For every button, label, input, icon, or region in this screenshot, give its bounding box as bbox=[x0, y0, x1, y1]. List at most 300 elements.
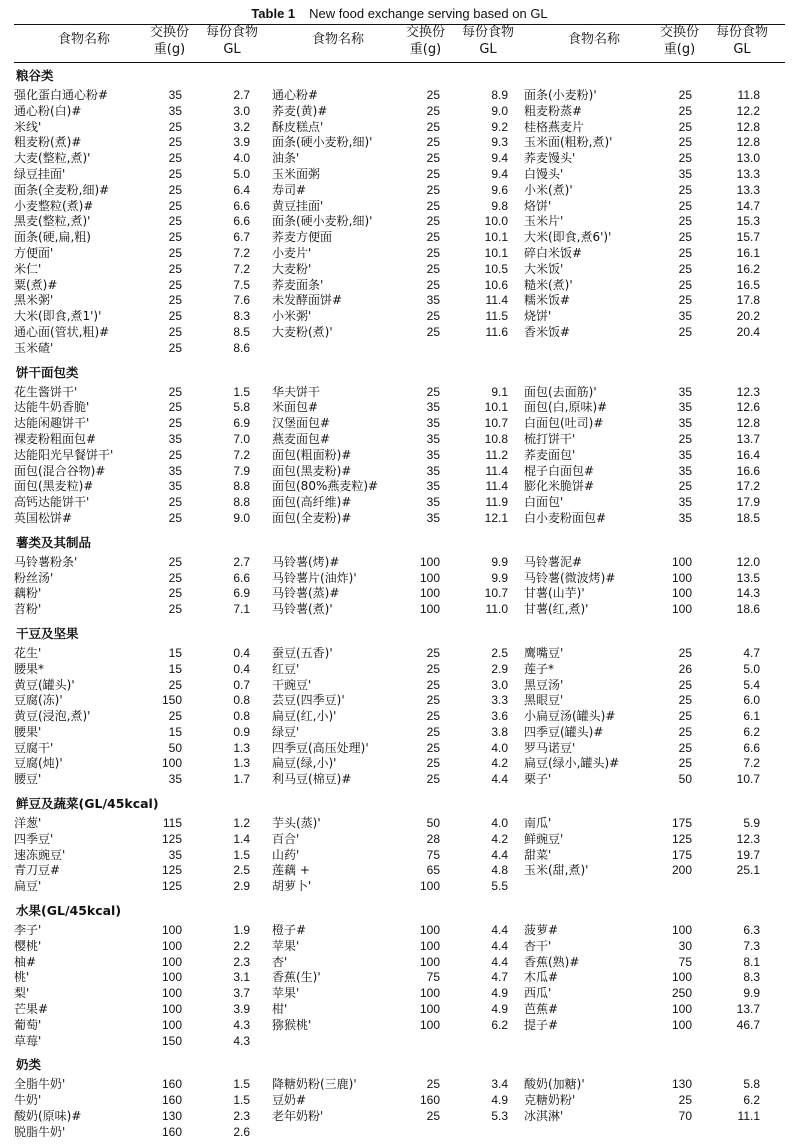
gl-value: 5.0 bbox=[743, 661, 760, 676]
exchange-weight: 25 bbox=[678, 756, 692, 771]
exchange-weight: 100 bbox=[671, 602, 692, 617]
food-name: 克糖奶粉' bbox=[524, 1093, 576, 1108]
food-entry bbox=[524, 741, 786, 757]
exchange-weight: 100 bbox=[671, 970, 692, 985]
food-name: 白馒头' bbox=[524, 166, 564, 181]
food-name: 柑' bbox=[272, 1002, 288, 1017]
food-name: 烙饼' bbox=[524, 198, 552, 213]
food-name: 速冻豌豆' bbox=[14, 847, 66, 862]
food-entry bbox=[14, 199, 276, 215]
food-name: 提子# bbox=[524, 1017, 559, 1032]
food-entry bbox=[272, 448, 534, 464]
gl-value: 5.4 bbox=[743, 677, 760, 692]
food-entry bbox=[272, 199, 534, 215]
food-name: 酸奶(原味)# bbox=[14, 1109, 82, 1124]
table-row bbox=[14, 400, 785, 416]
exchange-weight: 125 bbox=[161, 879, 182, 894]
exchange-weight: 25 bbox=[426, 740, 440, 755]
food-entry bbox=[272, 772, 534, 788]
food-name: 面条(全麦粉,细)# bbox=[14, 182, 110, 197]
gl-value: 4.8 bbox=[491, 863, 508, 878]
food-name: 蚕豆(五香)' bbox=[272, 645, 333, 660]
food-entry bbox=[14, 1109, 276, 1125]
food-name: 干豌豆' bbox=[272, 677, 312, 692]
exchange-weight: 35 bbox=[678, 166, 692, 181]
exchange-weight: 125 bbox=[161, 863, 182, 878]
food-entry bbox=[524, 479, 786, 495]
food-name: 利马豆(棉豆)# bbox=[272, 772, 352, 787]
exchange-weight: 150 bbox=[161, 693, 182, 708]
gl-value: 3.4 bbox=[491, 1077, 508, 1092]
header-weight-3: 交换份 重(g) bbox=[660, 25, 700, 57]
exchange-weight: 25 bbox=[678, 293, 692, 308]
food-entry bbox=[272, 555, 534, 571]
food-entry bbox=[524, 120, 786, 136]
table-row bbox=[14, 772, 785, 788]
gl-value: 17.2 bbox=[736, 479, 760, 494]
exchange-weight: 35 bbox=[168, 463, 182, 478]
exchange-weight: 115 bbox=[162, 816, 182, 831]
food-name: 面条(小麦粉)' bbox=[524, 88, 597, 102]
gl-value: 6.9 bbox=[233, 416, 250, 431]
exchange-weight: 100 bbox=[419, 923, 440, 938]
gl-value: 8.3 bbox=[743, 970, 760, 985]
food-entry bbox=[524, 863, 786, 879]
food-name: 裸麦粉粗面包# bbox=[14, 431, 97, 446]
exchange-weight: 50 bbox=[678, 772, 692, 787]
food-name: 苕粉' bbox=[14, 602, 42, 617]
gl-value: 10.1 bbox=[484, 400, 508, 415]
exchange-weight: 130 bbox=[671, 1077, 692, 1092]
food-name: 冰淇淋' bbox=[524, 1109, 564, 1124]
table-label: Table 1 bbox=[251, 6, 296, 21]
gl-value: 3.9 bbox=[233, 135, 250, 150]
gl-value: 7.5 bbox=[233, 277, 250, 292]
food-entry bbox=[272, 495, 534, 511]
exchange-weight: 26 bbox=[678, 661, 692, 676]
exchange-weight: 100 bbox=[671, 554, 692, 569]
exchange-weight: 25 bbox=[678, 277, 692, 292]
food-entry bbox=[14, 495, 276, 511]
food-name: 白面包(吐司)# bbox=[524, 416, 604, 431]
food-name: 菠萝# bbox=[524, 923, 559, 938]
gl-value: 11.9 bbox=[485, 495, 508, 510]
table-row bbox=[14, 555, 785, 571]
gl-value: 6.6 bbox=[233, 570, 250, 585]
food-entry bbox=[524, 555, 786, 571]
food-name: 面包(白,原味)# bbox=[524, 400, 608, 415]
food-entry bbox=[272, 986, 534, 1002]
exchange-weight: 125 bbox=[671, 831, 692, 846]
gl-value: 4.3 bbox=[233, 1017, 250, 1032]
gl-value: 5.3 bbox=[491, 1109, 508, 1124]
exchange-weight: 25 bbox=[426, 151, 440, 166]
gl-value: 6.6 bbox=[233, 214, 250, 229]
food-name: 苹果' bbox=[272, 986, 300, 1001]
gl-value: 13.5 bbox=[736, 570, 760, 585]
gl-value: 16.5 bbox=[736, 277, 760, 292]
food-name: 花生酱饼干' bbox=[14, 384, 78, 399]
food-name: 扁豆(红,小)' bbox=[272, 709, 337, 724]
exchange-weight: 25 bbox=[426, 1077, 440, 1092]
exchange-weight: 75 bbox=[678, 954, 692, 969]
exchange-weight: 35 bbox=[678, 447, 692, 462]
gl-value: 10.0 bbox=[484, 214, 508, 229]
food-entry bbox=[272, 693, 534, 709]
food-entry bbox=[524, 416, 786, 432]
gl-value: 5.9 bbox=[743, 816, 760, 831]
food-entry bbox=[272, 816, 534, 832]
exchange-weight: 25 bbox=[168, 400, 182, 415]
exchange-weight: 160 bbox=[161, 1093, 182, 1108]
food-name: 香米饭# bbox=[524, 324, 571, 339]
exchange-weight: 25 bbox=[426, 1109, 440, 1124]
gl-value: 0.4 bbox=[233, 645, 250, 660]
exchange-weight: 35 bbox=[678, 495, 692, 510]
exchange-weight: 35 bbox=[426, 495, 440, 510]
food-entry bbox=[272, 309, 534, 325]
exchange-weight: 100 bbox=[161, 954, 182, 969]
exchange-weight: 100 bbox=[419, 1017, 440, 1032]
food-name: 芋头(蒸)' bbox=[272, 816, 321, 831]
food-name: 洋葱' bbox=[14, 816, 42, 831]
gl-value: 13.7 bbox=[736, 431, 760, 446]
food-name: 扁豆' bbox=[14, 879, 42, 894]
food-entry bbox=[14, 104, 276, 120]
exchange-weight: 15 bbox=[168, 724, 182, 739]
table-row bbox=[14, 199, 785, 215]
exchange-weight: 25 bbox=[426, 103, 440, 118]
food-entry bbox=[524, 511, 786, 527]
exchange-weight: 25 bbox=[426, 724, 440, 739]
food-entry bbox=[14, 479, 276, 495]
exchange-weight: 160 bbox=[161, 1124, 182, 1139]
table-row bbox=[14, 309, 785, 325]
section-heading: 饼干面包类 bbox=[16, 364, 79, 380]
table-row bbox=[14, 662, 785, 678]
exchange-weight: 35 bbox=[168, 847, 182, 862]
gl-value: 0.8 bbox=[233, 709, 250, 724]
exchange-weight: 25 bbox=[426, 772, 440, 787]
gl-value: 6.2 bbox=[743, 724, 760, 739]
food-name: 面包(去面筋)' bbox=[524, 384, 597, 399]
table-row bbox=[14, 167, 785, 183]
exchange-weight: 25 bbox=[168, 277, 182, 292]
gl-value: 3.3 bbox=[491, 693, 508, 708]
exchange-weight: 15 bbox=[168, 645, 182, 660]
food-name: 达能牛奶香脆' bbox=[14, 400, 90, 415]
food-name: 胡萝卜' bbox=[272, 879, 312, 894]
exchange-weight: 35 bbox=[426, 416, 440, 431]
food-entry bbox=[14, 816, 276, 832]
food-name: 绿豆挂面' bbox=[14, 166, 66, 181]
food-name: 小麦片' bbox=[272, 245, 312, 260]
exchange-weight: 25 bbox=[426, 214, 440, 229]
gl-value: 2.9 bbox=[491, 661, 508, 676]
exchange-weight: 35 bbox=[678, 416, 692, 431]
table-row bbox=[14, 416, 785, 432]
table-row bbox=[14, 104, 785, 120]
food-entry bbox=[272, 756, 534, 772]
table-row bbox=[14, 278, 785, 294]
gl-value: 2.7 bbox=[233, 554, 250, 569]
gl-value: 16.1 bbox=[736, 245, 760, 260]
gl-value: 6.2 bbox=[743, 1093, 760, 1108]
exchange-weight: 25 bbox=[426, 309, 440, 324]
gl-value: 10.8 bbox=[484, 431, 508, 446]
gl-value: 2.7 bbox=[233, 88, 250, 102]
food-entry bbox=[272, 214, 534, 230]
food-entry bbox=[524, 1018, 786, 1034]
food-name: 罗马诺豆' bbox=[524, 740, 576, 755]
exchange-weight: 25 bbox=[426, 135, 440, 150]
food-entry bbox=[14, 741, 276, 757]
gl-value: 10.1 bbox=[484, 245, 508, 260]
exchange-weight: 25 bbox=[426, 88, 440, 102]
gl-value: 20.2 bbox=[736, 309, 760, 324]
header-weight-1: 交换份 重(g) bbox=[150, 25, 190, 57]
food-entry bbox=[14, 246, 276, 262]
gl-value: 9.0 bbox=[491, 103, 508, 118]
food-entry bbox=[272, 1002, 534, 1018]
food-entry bbox=[272, 230, 534, 246]
food-entry bbox=[14, 678, 276, 694]
exchange-weight: 25 bbox=[168, 214, 182, 229]
food-name: 山药' bbox=[272, 847, 300, 862]
gl-value: 18.6 bbox=[736, 602, 760, 617]
exchange-weight: 35 bbox=[426, 479, 440, 494]
food-entry bbox=[14, 385, 276, 401]
food-entry bbox=[524, 167, 786, 183]
exchange-weight: 25 bbox=[168, 602, 182, 617]
exchange-weight: 100 bbox=[419, 586, 440, 601]
food-entry bbox=[14, 879, 276, 895]
header-gl-2: 每份食物 GL bbox=[462, 25, 515, 57]
gl-value: 3.0 bbox=[233, 103, 250, 118]
food-entry bbox=[272, 416, 534, 432]
exchange-weight: 25 bbox=[678, 230, 692, 245]
gl-value: 12.3 bbox=[736, 831, 760, 846]
food-entry bbox=[14, 863, 276, 879]
food-entry bbox=[272, 104, 534, 120]
food-entry bbox=[14, 1018, 276, 1034]
food-entry bbox=[524, 602, 786, 618]
food-entry bbox=[14, 725, 276, 741]
food-name: 猕猴桃' bbox=[272, 1017, 312, 1032]
table-row bbox=[14, 756, 785, 772]
food-name: 豆腐(冻)' bbox=[14, 693, 63, 708]
food-entry bbox=[14, 709, 276, 725]
gl-value: 12.6 bbox=[736, 400, 760, 415]
food-entry bbox=[272, 1093, 534, 1109]
exchange-weight: 25 bbox=[168, 151, 182, 166]
exchange-weight: 25 bbox=[678, 693, 692, 708]
food-entry bbox=[272, 863, 534, 879]
exchange-weight: 100 bbox=[671, 923, 692, 938]
gl-value: 12.3 bbox=[736, 384, 760, 399]
header-food-name-1: 食物名称 bbox=[58, 32, 111, 47]
food-name: 白小麦粉面包# bbox=[524, 510, 607, 525]
gl-value: 2.3 bbox=[233, 1109, 250, 1124]
food-entry bbox=[524, 816, 786, 832]
gl-value: 10.7 bbox=[736, 772, 760, 787]
food-entry bbox=[14, 1002, 276, 1018]
food-name: 米面包# bbox=[272, 400, 319, 415]
food-entry bbox=[524, 955, 786, 971]
food-entry bbox=[272, 479, 534, 495]
food-entry bbox=[272, 511, 534, 527]
exchange-weight: 35 bbox=[426, 510, 440, 525]
food-name: 芸豆(四季豆)' bbox=[272, 693, 345, 708]
exchange-weight: 35 bbox=[678, 463, 692, 478]
table-row bbox=[14, 246, 785, 262]
food-entry bbox=[524, 246, 786, 262]
food-name: 未发酵面饼# bbox=[272, 293, 343, 308]
exchange-weight: 25 bbox=[168, 447, 182, 462]
exchange-weight: 25 bbox=[168, 709, 182, 724]
exchange-weight: 25 bbox=[426, 661, 440, 676]
food-entry bbox=[524, 385, 786, 401]
food-name: 降糖奶粉(三鹿)' bbox=[272, 1077, 357, 1092]
food-entry bbox=[524, 495, 786, 511]
food-entry bbox=[14, 772, 276, 788]
gl-value: 4.2 bbox=[491, 756, 508, 771]
food-name: 甘薯(红,煮)' bbox=[524, 602, 589, 617]
exchange-weight: 25 bbox=[168, 570, 182, 585]
exchange-weight: 25 bbox=[168, 293, 182, 308]
table-caption: New food exchange serving based on GL bbox=[309, 6, 548, 21]
food-name: 马铃薯粉条' bbox=[14, 554, 78, 569]
food-name: 大米(即食,煮6')' bbox=[524, 230, 612, 245]
food-entry bbox=[14, 262, 276, 278]
header-rule bbox=[14, 62, 785, 63]
food-name: 老年奶粉' bbox=[272, 1109, 324, 1124]
exchange-weight: 100 bbox=[419, 986, 440, 1001]
food-name: 糙米(煮)' bbox=[524, 277, 573, 292]
food-entry bbox=[272, 879, 534, 895]
gl-value: 8.8 bbox=[233, 495, 250, 510]
exchange-weight: 25 bbox=[678, 709, 692, 724]
gl-value: 3.0 bbox=[491, 677, 508, 692]
food-entry bbox=[14, 1125, 276, 1141]
food-name: 腰果' bbox=[14, 724, 42, 739]
food-name: 黑豆汤' bbox=[524, 677, 564, 692]
food-name: 面条(硬,扁,粗) bbox=[14, 230, 91, 245]
exchange-weight: 25 bbox=[678, 182, 692, 197]
exchange-weight: 25 bbox=[426, 119, 440, 134]
food-name: 荞麦(黄)# bbox=[272, 103, 328, 118]
gl-value: 16.4 bbox=[736, 447, 760, 462]
food-entry bbox=[272, 923, 534, 939]
food-entry bbox=[272, 151, 534, 167]
table-row bbox=[14, 1093, 785, 1109]
food-entry bbox=[14, 939, 276, 955]
food-entry bbox=[272, 832, 534, 848]
food-name: 脱脂牛奶' bbox=[14, 1124, 66, 1139]
food-name: 南瓜' bbox=[524, 816, 552, 831]
section-heading: 奶类 bbox=[16, 1057, 42, 1073]
food-entry bbox=[524, 104, 786, 120]
food-name: 梳打饼干' bbox=[524, 431, 576, 446]
food-entry bbox=[14, 646, 276, 662]
exchange-weight: 100 bbox=[671, 1017, 692, 1032]
table-row bbox=[14, 1002, 785, 1018]
gl-value: 5.5 bbox=[491, 879, 508, 894]
exchange-weight: 25 bbox=[678, 1093, 692, 1108]
exchange-weight: 100 bbox=[161, 970, 182, 985]
food-entry bbox=[272, 1077, 534, 1093]
gl-value: 3.8 bbox=[491, 724, 508, 739]
food-name: 四季豆(罐头)# bbox=[524, 724, 604, 739]
food-entry bbox=[14, 1093, 276, 1109]
food-entry bbox=[524, 848, 786, 864]
food-name: 通心粉# bbox=[272, 88, 319, 102]
gl-value: 14.3 bbox=[736, 586, 760, 601]
food-name: 膨化米脆饼# bbox=[524, 479, 595, 494]
gl-value: 8.8 bbox=[233, 479, 250, 494]
exchange-weight: 175 bbox=[671, 847, 692, 862]
table-row bbox=[14, 262, 785, 278]
exchange-weight: 25 bbox=[426, 245, 440, 260]
food-name: 玉米面粥 bbox=[272, 166, 321, 181]
gl-value: 2.3 bbox=[233, 954, 250, 969]
exchange-weight: 25 bbox=[168, 119, 182, 134]
gl-value: 16.6 bbox=[736, 463, 760, 478]
exchange-weight: 75 bbox=[426, 847, 440, 862]
food-entry bbox=[14, 135, 276, 151]
food-entry bbox=[14, 923, 276, 939]
food-name: 粟(煮)# bbox=[14, 277, 58, 292]
table-row bbox=[14, 1125, 785, 1141]
food-name: 黄豆(浸泡,煮)' bbox=[14, 709, 91, 724]
food-entry bbox=[14, 662, 276, 678]
gl-value: 13.3 bbox=[736, 182, 760, 197]
gl-value: 7.1 bbox=[233, 602, 250, 617]
exchange-weight: 25 bbox=[426, 277, 440, 292]
gl-value: 4.4 bbox=[491, 938, 508, 953]
exchange-weight: 30 bbox=[678, 938, 692, 953]
food-name: 百合' bbox=[272, 831, 300, 846]
food-name: 黄豆(罐头)' bbox=[14, 677, 75, 692]
food-name: 油条' bbox=[272, 151, 300, 166]
food-name: 杏' bbox=[272, 954, 288, 969]
food-entry bbox=[524, 646, 786, 662]
food-name: 碎白米饭# bbox=[524, 245, 583, 260]
food-entry bbox=[524, 214, 786, 230]
food-name: 马铃薯(微波烤)# bbox=[524, 570, 616, 585]
food-name: 四季豆' bbox=[14, 831, 54, 846]
section-heading: 水果(GL/45kcal) bbox=[16, 903, 122, 919]
food-entry bbox=[524, 309, 786, 325]
food-name: 大米(即食,煮1')' bbox=[14, 309, 102, 324]
food-entry bbox=[524, 262, 786, 278]
exchange-weight: 35 bbox=[426, 431, 440, 446]
food-name: 粗麦粉(煮)# bbox=[14, 135, 82, 150]
food-entry bbox=[272, 135, 534, 151]
exchange-weight: 25 bbox=[168, 416, 182, 431]
exchange-weight: 35 bbox=[168, 103, 182, 118]
exchange-weight: 100 bbox=[419, 879, 440, 894]
gl-value: 20.4 bbox=[736, 324, 760, 339]
food-entry bbox=[524, 1109, 786, 1125]
food-entry bbox=[14, 400, 276, 416]
gl-value: 6.7 bbox=[233, 230, 250, 245]
exchange-weight: 100 bbox=[419, 938, 440, 953]
food-name: 酸奶(加糖)' bbox=[524, 1077, 585, 1092]
food-entry bbox=[524, 832, 786, 848]
food-entry bbox=[524, 464, 786, 480]
table-row bbox=[14, 464, 785, 480]
